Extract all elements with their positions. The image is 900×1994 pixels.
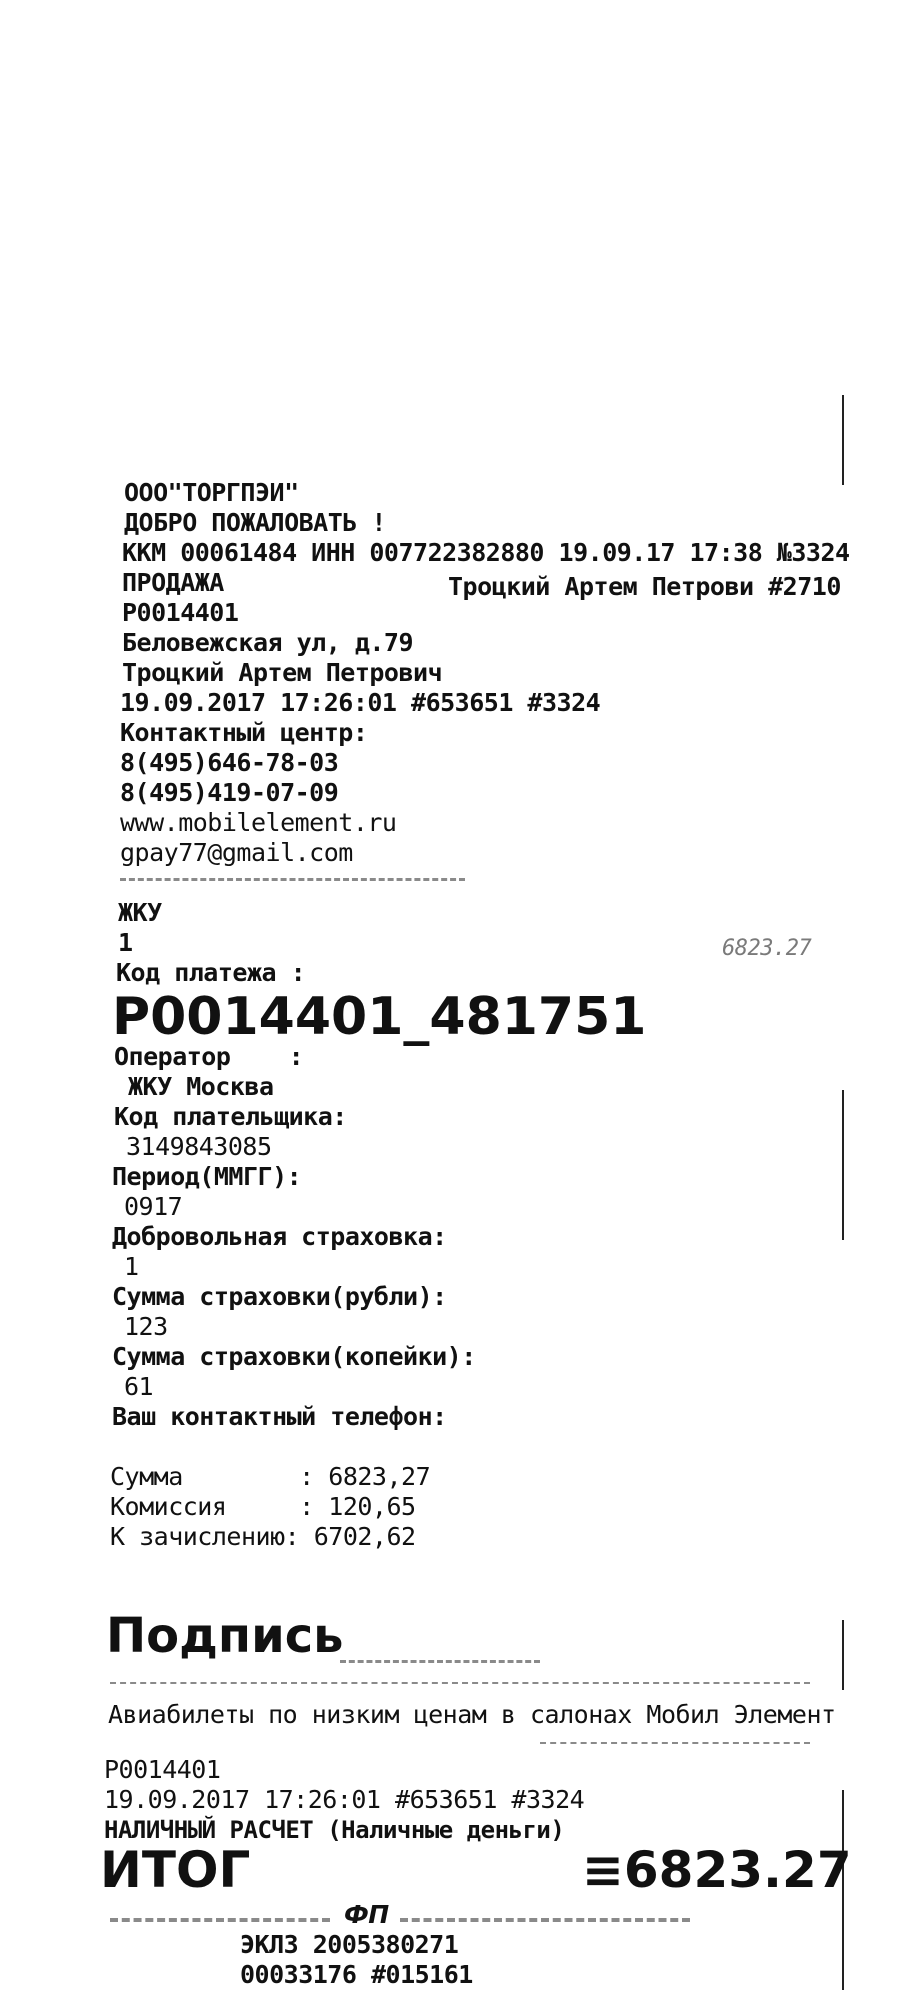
signature-label: Подпись bbox=[106, 1608, 344, 1664]
contact-center-label: Контактный центр: bbox=[120, 718, 368, 747]
contact-phone-label: Ваш контактный телефон: bbox=[112, 1402, 447, 1431]
insurance-rub-label: Сумма страховки(рубли): bbox=[112, 1282, 447, 1311]
divider bbox=[120, 878, 465, 881]
website: www.mobilelement.ru bbox=[120, 808, 397, 837]
address: Беловежская ул, д.79 bbox=[122, 628, 414, 657]
welcome-text: ДОБРО ПОЖАЛОВАТЬ ! bbox=[124, 508, 386, 537]
fp-line-left bbox=[110, 1918, 330, 1922]
insurance-kop-value: 61 bbox=[124, 1372, 154, 1401]
payment-type: НАЛИЧНЫЙ РАСЧЕТ (Наличные деньги) bbox=[104, 1816, 565, 1844]
payment-code: P0014401_481751 bbox=[112, 987, 647, 1047]
paper-edge-mid bbox=[842, 1090, 844, 1240]
agent-name: Троцкий Артем Петрович bbox=[122, 658, 443, 687]
quantity: 1 bbox=[118, 928, 133, 957]
company-name: ООО"ТОРГПЭИ" bbox=[124, 478, 299, 507]
period-label: Период(ММГГ): bbox=[112, 1162, 302, 1191]
sum-line: Сумма : 6823,27 bbox=[110, 1462, 431, 1491]
fp-label: ФП bbox=[344, 1900, 389, 1929]
datetime-line: 19.09.2017 17:26:01 #653651 #3324 bbox=[120, 688, 601, 717]
phone-1: 8(495)646-78-03 bbox=[120, 748, 339, 777]
cashier-name: Троцкий Артем Петрови #2710 bbox=[448, 572, 841, 601]
signature-line bbox=[340, 1660, 540, 1663]
sale-label: ПРОДАЖА bbox=[122, 568, 224, 597]
insurance-kop-label: Сумма страховки(копейки): bbox=[112, 1342, 476, 1371]
promo-text: Авиабилеты по низким ценам в салонах Мобил Элемент bbox=[108, 1700, 836, 1729]
period-value: 0917 bbox=[124, 1192, 183, 1221]
service-name: ЖКУ bbox=[118, 898, 162, 927]
insurance-label: Добровольная страховка: bbox=[112, 1222, 447, 1251]
operator-value: ЖКУ Москва bbox=[128, 1072, 274, 1101]
paper-edge-lower bbox=[842, 1620, 844, 1690]
footer-datetime-line: 19.09.2017 17:26:01 #653651 #3324 bbox=[104, 1785, 585, 1814]
divider bbox=[110, 1682, 810, 1684]
insurance-rub-value: 123 bbox=[124, 1312, 168, 1341]
credited-line: К зачислению: 6702,62 bbox=[110, 1522, 416, 1551]
fp-line-right bbox=[400, 1918, 690, 1922]
total-value: ≡6823.27 bbox=[582, 1841, 852, 1899]
insurance-value: 1 bbox=[124, 1252, 139, 1281]
phone-2: 8(495)419-07-09 bbox=[120, 778, 339, 807]
paper-edge-top bbox=[842, 395, 844, 485]
terminal-id: P0014401 bbox=[122, 598, 239, 627]
line-amount: 6823.27 bbox=[722, 936, 812, 961]
eklz-line: ЭКЛЗ 2005380271 bbox=[240, 1930, 459, 1959]
payer-code-label: Код плательщика: bbox=[114, 1102, 347, 1131]
divider bbox=[540, 1742, 810, 1744]
document-number-line: 00033176 #015161 bbox=[240, 1960, 473, 1989]
operator-label: Оператор : bbox=[114, 1042, 304, 1071]
payer-code-value: 3149843085 bbox=[126, 1132, 272, 1161]
payment-code-label: Код платежа : bbox=[116, 958, 306, 987]
kkm-line: ККМ 00061484 ИНН 007722382880 19.09.17 17:38 №3324 bbox=[122, 538, 850, 567]
total-label: ИТОГ bbox=[100, 1841, 251, 1899]
email: gpay77@gmail.com bbox=[120, 838, 353, 867]
footer-terminal-id: P0014401 bbox=[104, 1755, 221, 1784]
commission-line: Комиссия : 120,65 bbox=[110, 1492, 416, 1521]
